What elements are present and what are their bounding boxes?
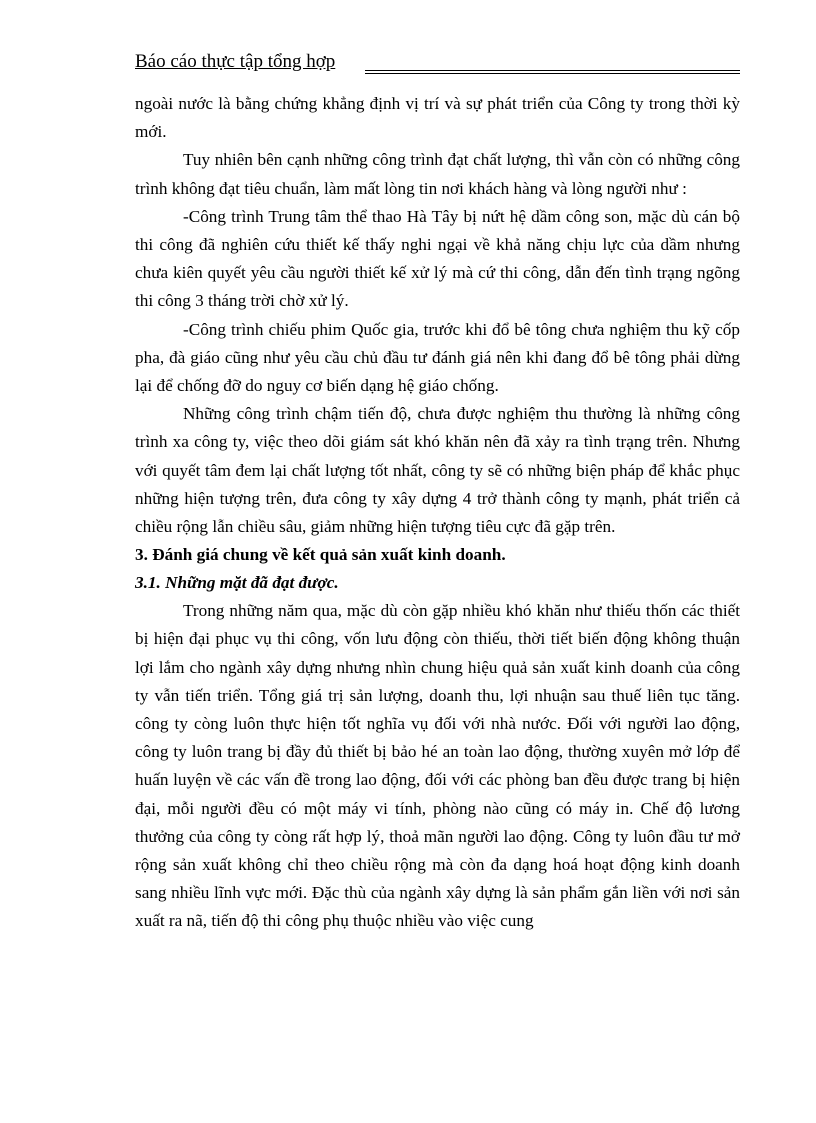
section-heading-3: 3. Đánh giá chung về kết quả sản xuất kinh doanh. bbox=[135, 545, 506, 565]
paragraph-continuation: ngoài nước là bằng chứng khẳng định vị trí và sự phát triển của Công ty trong thời kỳ mới. bbox=[135, 94, 740, 142]
paragraph-delayed-works: Những công trình chậm tiến độ, chưa được nghiệm thu thường là những công trình xa công ty, việc theo dõi giám sát khó khăn nên đã xảy ra tình trạng trên. Nhưng với quyết tâm đem lại chất lượng tốt nhất, công ty sẽ có những biện pháp để khắc phục những hiện tượng trên, đưa công ty xây dựng 4 trở thành công ty mạnh, phát triển cả chiều rộng lẫn chiều sâu, giảm những hiện tượng tiêu cực đã gặp trên. bbox=[135, 404, 740, 537]
paragraph-national-cinema: -Công trình chiếu phim Quốc gia, trước khi đổ bê tông chưa nghiệm thu kỹ cốp pha, đà giáo cũng như yêu cầu chủ đầu tư đánh giá nên khi đang đổ bê tông phải dừng lại để chống đỡ do nguy cơ biến dạng hệ giáo chống. bbox=[135, 319, 740, 396]
header-title: Báo cáo thực tập tổng hợp bbox=[135, 51, 336, 72]
document-body bbox=[135, 90, 740, 936]
section-heading-3-1: 3.1. Những mặt đã đạt được. bbox=[135, 573, 339, 593]
paragraph-ha-tay-sports-center: -Công trình Trung tâm thể thao Hà Tây bị nứt hệ dầm công son, mặc dù cán bộ thi công đã nghiên cứu thiết kế thấy nghi ngại về khả năng chịu lực của dầm nhưng chưa kiên quyết yêu cầu người thiết kế xử lý mà cứ thi công, dẫn đến tình trạng ngõng thi công 3 tháng trời chờ xử lý. bbox=[135, 206, 740, 311]
header-rule-bottom bbox=[365, 73, 740, 74]
paragraph-substandard-works: Tuy nhiên bên cạnh những công trình đạt chất lượng, thì vẫn còn có những công trình không đạt tiêu chuẩn, làm mất lòng tin nơi khách hàng và lòng người như : bbox=[135, 150, 740, 198]
header-rule-top bbox=[365, 70, 740, 71]
page-header bbox=[135, 50, 740, 76]
paragraph-achievements: Trong những năm qua, mặc dù còn gặp nhiều khó khăn như thiếu thốn các thiết bị hiện đại phục vụ thi công, vốn lưu động còn thiếu, thời tiết biến động không thuận lợi lắm cho ngành xây dựng nhưng nhìn chung hiệu quả sản xuất kinh doanh của công ty vẫn tiến triển. Tổng giá trị sản lượng, doanh thu, lợi nhuận sau thuế liên tục tăng. công ty còng luôn thực hiện tốt nghĩa vụ đối với nhà nước. Đối với người lao động, công ty luôn trang bị đầy đủ thiết bị bảo hé an toàn lao động, thường xuyên mở lớp để huấn luyện về các vấn đề trong lao động, đối với các phòng ban đều được trang bị hiện đại, mỗi người đều có một máy vi tính, phòng nào cũng có máy in. Chế độ lương thưởng của công ty còng rất hợp lý, thoả mãn người lao động. Công ty luôn đầu tư mở rộng sản xuất không chỉ theo chiều rộng mà còn đa dạng hoá hoạt động kinh doanh sang nhiều lĩnh vực mới. Đặc thù của ngành xây dựng là sản phẩm gắn liền với nơi sản xuất ra nã, tiến độ thi công phụ thuộc nhiều vào việc cung bbox=[135, 601, 740, 931]
